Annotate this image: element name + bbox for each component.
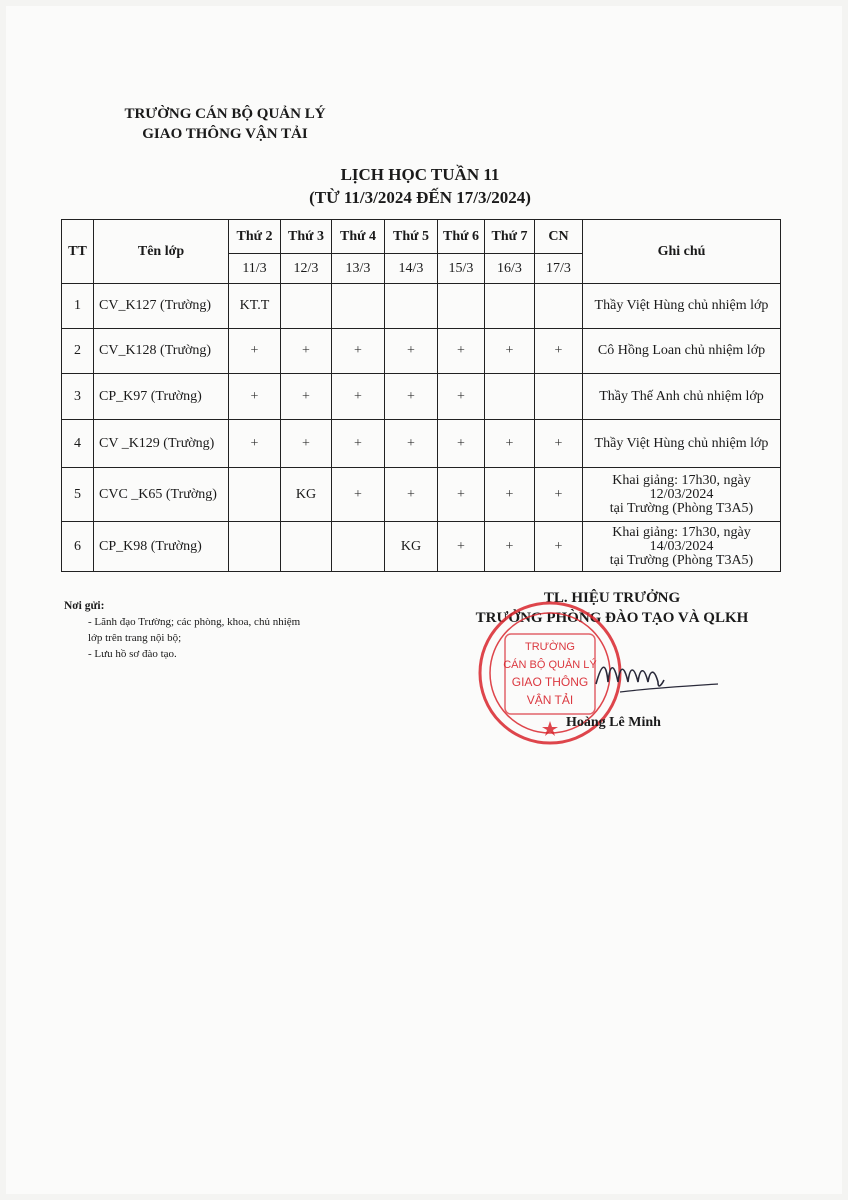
schedule-cell: KT.T (229, 284, 281, 329)
header-date: 15/3 (438, 254, 485, 284)
schedule-cell (385, 284, 438, 329)
schedule-cell: + (485, 522, 535, 572)
class-name: CV_K128 (Trường) (94, 329, 229, 374)
school-name-line2: GIAO THÔNG VẬN TẢI (142, 126, 308, 142)
class-name: CV _K129 (Trường) (94, 420, 229, 468)
header-day: Thứ 4 (332, 220, 385, 254)
signature-title-line2: TRƯỞNG PHÒNG ĐÀO TẠO VÀ QLKH (475, 610, 749, 626)
schedule-cell: + (438, 420, 485, 468)
table-row (62, 468, 781, 522)
schedule-cell: + (438, 468, 485, 522)
schedule-cell (485, 374, 535, 420)
schedule-cell: + (485, 329, 535, 374)
svg-text:CÁN BỘ QUẢN LÝ: CÁN BỘ QUẢN LÝ (503, 659, 597, 671)
note-line: Cô Hồng Loan chủ nhiệm lớp (597, 343, 766, 358)
schedule-cell: + (535, 420, 583, 468)
header-day: Thứ 7 (485, 220, 535, 254)
schedule-cell: KG (385, 522, 438, 572)
table-row (62, 329, 781, 374)
class-name: CV_K127 (Trường) (94, 284, 229, 329)
note-line: tại Trường (Phòng T3A5) (609, 552, 754, 568)
schedule-cell (281, 284, 332, 329)
schedule-cell: + (485, 468, 535, 522)
schedule-cell: + (229, 374, 281, 420)
school-name (100, 104, 350, 144)
schedule-cell (229, 468, 281, 522)
title-line1: LỊCH HỌC TUẦN 11 (340, 165, 500, 184)
recipient-item-cont: lớp trên trang nội bộ; (88, 632, 182, 644)
schedule-cell: + (385, 329, 438, 374)
schedule-cell: + (438, 522, 485, 572)
table-row (62, 420, 781, 468)
note-cell (583, 468, 781, 522)
table-row (62, 374, 781, 420)
header-date: 13/3 (332, 254, 385, 284)
recipients-label: Nơi gửi: (64, 600, 105, 612)
schedule-cell: + (535, 468, 583, 522)
header-date: 11/3 (229, 254, 281, 284)
header-date: 16/3 (485, 254, 535, 284)
schedule-cell: + (385, 420, 438, 468)
signer-name: Hoàng Lê Minh (566, 715, 661, 730)
school-name-line1: TRƯỜNG CÁN BỘ QUẢN LÝ (124, 106, 326, 122)
row-number: 2 (62, 329, 94, 374)
schedule-cell: + (535, 522, 583, 572)
schedule-cell (535, 374, 583, 420)
schedule-cell (281, 522, 332, 572)
header-class: Tên lớp (94, 220, 229, 284)
schedule-cell: + (229, 420, 281, 468)
header-day: CN (535, 220, 583, 254)
recipients-block (64, 598, 364, 662)
note-cell (583, 284, 781, 329)
header-tt: TT (62, 220, 94, 284)
table-row (62, 522, 781, 572)
note-line: Thầy Việt Hùng chủ nhiệm lớp (594, 298, 769, 313)
title-line2: (TỪ 11/3/2024 ĐẾN 17/3/2024) (309, 188, 531, 207)
class-name: CVC _K65 (Trường) (94, 468, 229, 522)
note-line: Khai giảng: 17h30, ngày 14/03/2024 (612, 524, 751, 554)
schedule-cell: KG (281, 468, 332, 522)
note-cell (583, 420, 781, 468)
schedule-cell (332, 284, 385, 329)
schedule-table (61, 219, 781, 572)
schedule-cell (229, 522, 281, 572)
schedule-cell: + (281, 374, 332, 420)
schedule-cell (485, 284, 535, 329)
schedule-cell: + (332, 329, 385, 374)
schedule-cell: + (332, 468, 385, 522)
svg-text:TRƯỜNG: TRƯỜNG (525, 641, 575, 653)
note-line: Thầy Việt Hùng chủ nhiệm lớp (594, 435, 769, 451)
svg-text:GIAO THÔNG: GIAO THÔNG (511, 675, 589, 689)
header-day: Thứ 6 (438, 220, 485, 254)
note-cell (583, 329, 781, 374)
note-line: Thầy Thế Anh chủ nhiệm lớp (599, 388, 764, 404)
schedule-cell: + (535, 329, 583, 374)
row-number: 4 (62, 420, 94, 468)
note-line: Khai giảng: 17h30, ngày 12/03/2024 (612, 472, 751, 502)
recipient-item: - Lãnh đạo Trường; các phòng, khoa, chủ nhiệm (88, 616, 301, 628)
schedule-cell: + (438, 374, 485, 420)
header-day: Thứ 5 (385, 220, 438, 254)
header-date: 12/3 (281, 254, 332, 284)
recipient-item: - Lưu hồ sơ đào tạo. (88, 648, 177, 660)
row-number: 3 (62, 374, 94, 420)
signature-title-line1: TL. HIỆU TRƯỞNG (543, 590, 681, 606)
row-number: 5 (62, 468, 94, 522)
header-day: Thứ 2 (229, 220, 281, 254)
header-date: 14/3 (385, 254, 438, 284)
header-day: Thứ 3 (281, 220, 332, 254)
header-row-days (62, 220, 781, 254)
row-number: 6 (62, 522, 94, 572)
schedule-cell: + (438, 329, 485, 374)
schedule-cell: + (385, 374, 438, 420)
row-number: 1 (62, 284, 94, 329)
header-note: Ghi chú (583, 220, 781, 284)
schedule-cell: + (332, 374, 385, 420)
note-cell (583, 522, 781, 572)
schedule-cell: + (332, 420, 385, 468)
class-name: CP_K97 (Trường) (94, 374, 229, 420)
schedule-cell (535, 284, 583, 329)
document-title (220, 163, 620, 209)
handwritten-signature-icon (592, 654, 722, 704)
schedule-cell: + (485, 420, 535, 468)
header-date: 17/3 (535, 254, 583, 284)
schedule-body (62, 284, 781, 572)
table-row (62, 284, 781, 329)
svg-text:VẬN TẢI: VẬN TẢI (526, 693, 574, 707)
schedule-cell: + (385, 468, 438, 522)
schedule-cell: + (281, 420, 332, 468)
schedule-cell: + (229, 329, 281, 374)
schedule-cell: + (281, 329, 332, 374)
schedule-cell (438, 284, 485, 329)
note-cell (583, 374, 781, 420)
schedule-cell (332, 522, 385, 572)
class-name: CP_K98 (Trường) (94, 522, 229, 572)
note-line: tại Trường (Phòng T3A5) (609, 500, 754, 516)
